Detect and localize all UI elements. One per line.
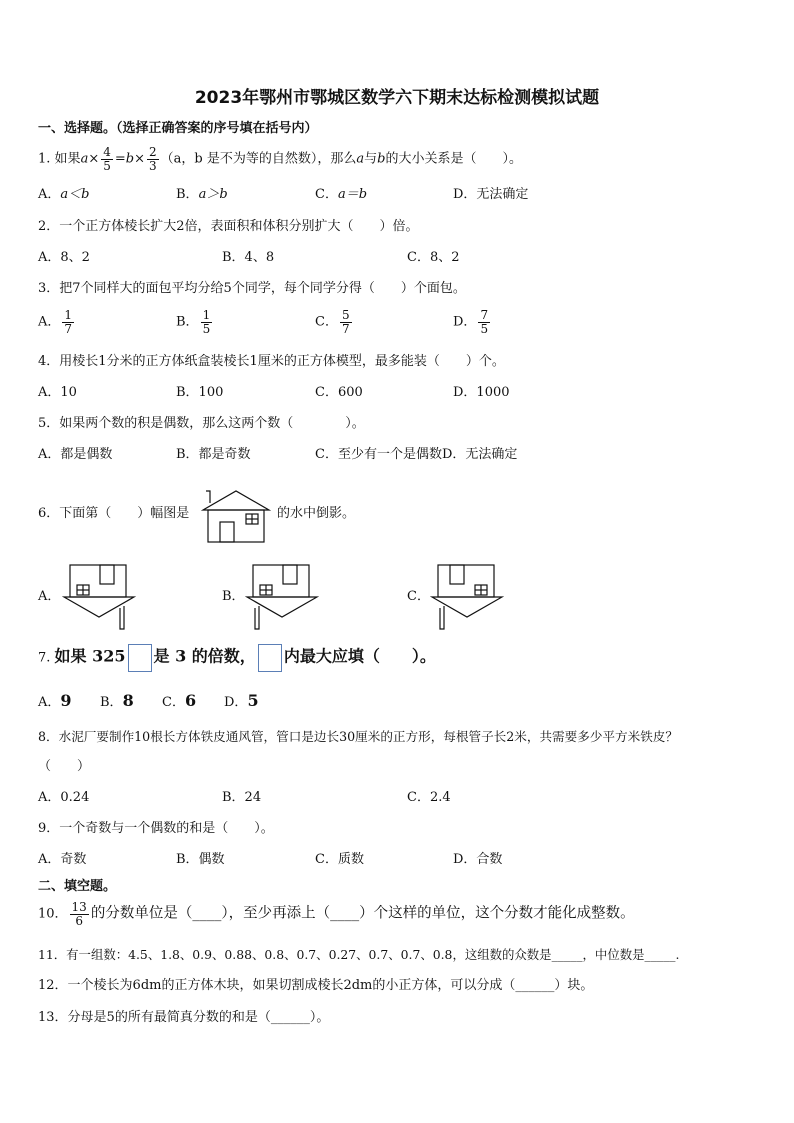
q3-option-c[interactable]: C． $\frac{5}{7}$ [315, 308, 350, 336]
page-title: 2023年鄂州市鄂城区数学六下期末达标检测模拟试题 [194, 88, 600, 108]
q3-option-d[interactable]: D． $\frac{7}{5}$ [453, 308, 489, 336]
q2-option-b[interactable]: B．4、8 [222, 250, 275, 265]
q3-option-b[interactable]: B． $\frac{1}{5}$ [176, 308, 211, 336]
question-10: 10． $\frac{13}{6}$ 的分数单位是（____），至少再添上（____）个这样的单位，这个分数才能化成整数。 [38, 900, 635, 928]
answer-box-2[interactable] [258, 644, 282, 672]
q6-option-c[interactable]: C． [407, 589, 430, 604]
question-2: 2．一个正方体棱长扩大2倍，表面积和体积分别扩大（ ）倍。 [38, 219, 419, 234]
q8-option-b[interactable]: B．24 [222, 790, 262, 805]
reflection-c-figure[interactable] [430, 561, 504, 631]
question-5: 5．如果两个数的积是偶数，那么这两个数（ ）。 [38, 416, 365, 431]
q9-option-a[interactable]: A．奇数 [38, 852, 87, 867]
q1-option-d[interactable]: D．无法确定 [453, 187, 529, 202]
question-12: 12．一个棱长为6dm的正方体木块，如果切割成棱长2dm的小正方体，可以分成（______）块。 [38, 978, 594, 993]
fraction-4-5: $\frac{4}{5}$ [103, 145, 111, 173]
q1-option-a[interactable]: A．a＜b [38, 187, 90, 202]
q4-option-d[interactable]: D．1000 [453, 385, 510, 400]
question-6-prefix: 6．下面第（ ）幅图是 [38, 506, 190, 521]
q6-option-b[interactable]: B． [222, 589, 245, 604]
q2-option-a[interactable]: A．8、2 [38, 250, 90, 265]
q5-option-b[interactable]: B．都是奇数 [176, 447, 251, 462]
q4-option-a[interactable]: A．10 [38, 385, 77, 400]
q4-option-c[interactable]: C．600 [315, 385, 363, 400]
q5-option-a[interactable]: A．都是偶数 [38, 447, 113, 462]
reflection-a-figure[interactable] [62, 561, 136, 631]
q8-option-a[interactable]: A．0.24 [38, 790, 90, 805]
answer-box-1[interactable] [128, 644, 152, 672]
q1-option-c[interactable]: C．a＝b [315, 187, 368, 202]
question-13: 13．分母是5的所有最简真分数的和是（______）。 [38, 1010, 330, 1025]
question-1: 1. 如果a× $\frac{4}{5}$ =b× $\frac{2}{3}$ （a，b 是不为等的自然数），那么a与b的大小关系是（ ）。 [38, 145, 522, 173]
question-4: 4．用棱长1分米的正方体纸盒装棱长1厘米的正方体模型，最多能装（ ）个。 [38, 354, 505, 369]
q7-option-a[interactable]: A．9 [38, 691, 72, 710]
section-fill-heading: 二、填空题。 [38, 879, 117, 894]
q8-option-c[interactable]: C．2.4 [407, 790, 451, 805]
question-9: 9．一个奇数与一个偶数的和是（ ）。 [38, 821, 274, 836]
q7-option-b[interactable]: B．8 [100, 691, 134, 710]
q1-option-b[interactable]: B．a＞b [176, 187, 228, 202]
reflection-b-figure[interactable] [245, 561, 319, 631]
q9-option-d[interactable]: D．合数 [453, 852, 503, 867]
q6-option-a[interactable]: A． [38, 589, 61, 604]
question-8: 8．水泥厂要制作10根长方体铁皮通风管，管口是边长30厘米的正方形，每根管子长2米，共需要多少平方米铁皮？ [38, 729, 678, 744]
q3-option-a[interactable]: A． $\frac{1}{7}$ [38, 308, 73, 336]
q7-option-d[interactable]: D．5 [224, 691, 259, 710]
question-3: 3．把7个同样大的面包平均分给5个同学，每个同学分得（ ）个面包。 [38, 281, 466, 296]
question-11: 11．有一组数：4.5、1.8、0.9、0.88、0.8、0.7、0.27、0.7、0.7、0.8，这组数的众数是_____，中位数是_____. [38, 947, 680, 962]
question-8-paren: （ ） [38, 759, 91, 774]
q4-option-b[interactable]: B．100 [176, 385, 224, 400]
section-choice-heading: 一、选择题。（选择正确答案的序号填在括号内） [38, 121, 318, 136]
q7-option-c[interactable]: C．6 [162, 691, 197, 710]
q5-option-c[interactable]: C．至少有一个是偶数D．无法确定 [315, 447, 518, 462]
q9-option-c[interactable]: C．质数 [315, 852, 364, 867]
question-7: 7. 如果 325 是 3 的倍数， 内最大应填（ ）。 [38, 644, 436, 672]
fraction-13-6: $\frac{13}{6}$ [71, 900, 87, 928]
fraction-2-3: $\frac{2}{3}$ [149, 145, 157, 173]
question-6-suffix: 的水中倒影。 [277, 506, 356, 521]
q9-option-b[interactable]: B．偶数 [176, 852, 225, 867]
house-figure [201, 486, 271, 546]
q2-option-c[interactable]: C．8、2 [407, 250, 460, 265]
